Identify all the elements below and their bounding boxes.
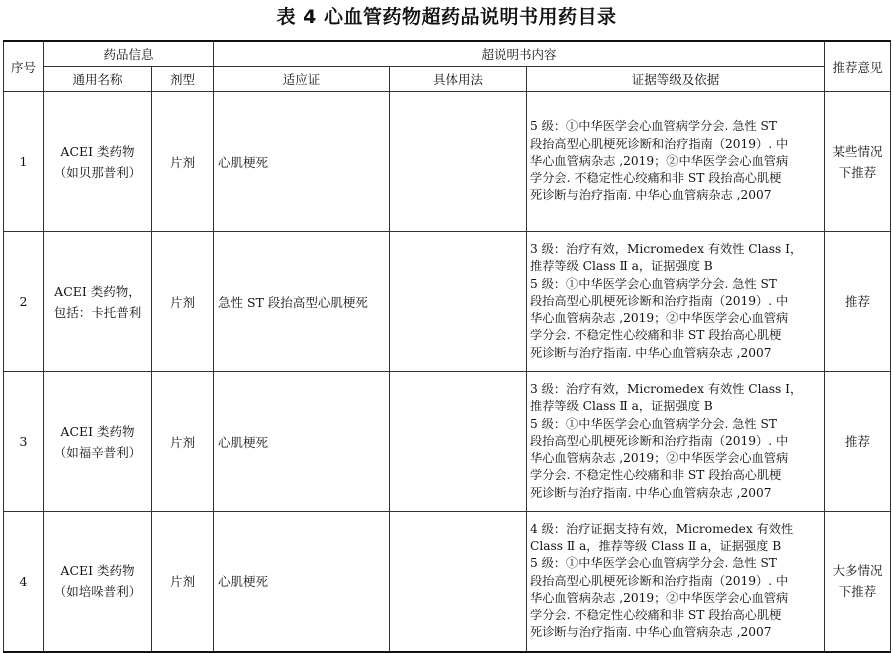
evidence-line: 3 级：治疗有效，Micromedex 有效性 Class Ⅰ， — [530, 381, 803, 396]
cell-seq: 2 — [4, 232, 44, 372]
recommendation-line: 某些情况 — [832, 143, 883, 159]
cell-dosage-form: 片剂 — [152, 372, 214, 512]
cell-generic-name — [44, 232, 152, 372]
generic-name-line: （如福辛普利） — [53, 444, 142, 460]
generic-name-line: 包括：卡托普利 — [53, 304, 142, 320]
cell-usage — [390, 232, 527, 372]
cell-usage — [390, 92, 527, 232]
recommendation-line: 推荐 — [845, 434, 871, 449]
evidence-line: 学分会. 不稳定性心绞痛和非 ST 段抬高心肌梗 — [530, 608, 782, 623]
header-off-label: 超说明书内容 — [214, 41, 825, 67]
recommendation-line: 大多情况 — [832, 563, 883, 579]
header-evidence: 证据等级及依据 — [527, 67, 825, 92]
evidence-line: 华心血管病杂志 ,2019；②中华医学会心血管病 — [530, 153, 789, 168]
recommendation-line: 下推荐 — [838, 584, 877, 600]
generic-name-line: ACEI 类药物 — [60, 143, 135, 159]
evidence-line: 5 级：①中华医学会心血管病学分会. 急性 ST — [530, 119, 777, 134]
cell-indication: 心肌梗死 — [214, 512, 390, 652]
cell-recommendation — [825, 372, 891, 512]
header-dosage-form: 剂型 — [152, 67, 214, 92]
evidence-line: 学分会. 不稳定性心绞痛和非 ST 段抬高心肌梗 — [530, 328, 782, 343]
cell-evidence — [527, 372, 825, 512]
evidence-line: 华心血管病杂志 ,2019；②中华医学会心血管病 — [530, 590, 789, 605]
cell-evidence — [527, 512, 825, 652]
evidence-line: 推荐等级 Class Ⅱ a，证据强度 B — [530, 399, 713, 414]
generic-name-line: ACEI 类药物 — [60, 563, 135, 579]
evidence-line: 5 级：①中华医学会心血管病学分会. 急性 ST — [530, 276, 777, 291]
cell-seq: 3 — [4, 372, 44, 512]
evidence-line: 4 级：治疗证据支持有效，Micromedex 有效性 — [530, 521, 794, 536]
cell-recommendation — [825, 92, 891, 232]
cell-evidence — [527, 92, 825, 232]
evidence-line: 死诊断与治疗指南. 中华心血管病杂志 ,2007 — [530, 625, 772, 640]
cell-seq: 1 — [4, 92, 44, 232]
cell-indication: 急性 ST 段抬高型心肌梗死 — [214, 232, 390, 372]
evidence-line: 学分会. 不稳定性心绞痛和非 ST 段抬高心肌梗 — [530, 468, 782, 483]
evidence-line: 段抬高型心肌梗死诊断和治疗指南（2019）. 中 — [530, 573, 789, 588]
header-recommendation: 推荐意见 — [825, 41, 891, 92]
evidence-line: 华心血管病杂志 ,2019；②中华医学会心血管病 — [530, 311, 789, 326]
cell-indication: 心肌梗死 — [214, 92, 390, 232]
evidence-line: 死诊断与治疗指南. 中华心血管病杂志 ,2007 — [530, 345, 772, 360]
evidence-line: 段抬高型心肌梗死诊断和治疗指南（2019）. 中 — [530, 136, 789, 151]
evidence-line: 死诊断与治疗指南. 中华心血管病杂志 ,2007 — [530, 188, 772, 203]
cell-usage — [390, 512, 527, 652]
evidence-line: 推荐等级 Class Ⅱ a，证据强度 B — [530, 259, 713, 274]
cell-recommendation — [825, 512, 891, 652]
header-indication: 适应证 — [214, 67, 390, 92]
evidence-line: 3 级：治疗有效，Micromedex 有效性 Class Ⅰ， — [530, 241, 803, 256]
header-usage: 具体用法 — [390, 67, 527, 92]
table-row — [4, 232, 891, 372]
generic-name-line: ACEI 类药物， — [54, 283, 141, 299]
cell-seq: 4 — [4, 512, 44, 652]
cell-dosage-form: 片剂 — [152, 92, 214, 232]
evidence-line: 段抬高型心肌梗死诊断和治疗指南（2019）. 中 — [530, 433, 789, 448]
table-row — [4, 512, 891, 652]
table-row — [4, 372, 891, 512]
table-row — [4, 92, 891, 232]
generic-name-line: ACEI 类药物 — [60, 423, 135, 439]
evidence-line: 华心血管病杂志 ,2019；②中华医学会心血管病 — [530, 451, 789, 466]
drug-table — [3, 40, 891, 653]
header-seq: 序号 — [4, 41, 44, 92]
evidence-line: Class Ⅱ a，推荐等级 Class Ⅱ a，证据强度 B — [530, 539, 782, 553]
evidence-line: 段抬高型心肌梗死诊断和治疗指南（2019）. 中 — [530, 293, 789, 308]
cell-recommendation — [825, 232, 891, 372]
generic-name-line: （如培哚普利） — [53, 584, 142, 600]
generic-name-line: （如贝那普利） — [53, 164, 142, 180]
table-title: 表 4 心血管药物超药品说明书用药目录 — [276, 6, 617, 28]
cell-generic-name — [44, 512, 152, 652]
cell-dosage-form: 片剂 — [152, 232, 214, 372]
evidence-line: 5 级：①中华医学会心血管病学分会. 急性 ST — [530, 416, 777, 431]
header-generic-name: 通用名称 — [44, 67, 152, 92]
cell-dosage-form: 片剂 — [152, 512, 214, 652]
evidence-line: 5 级：①中华医学会心血管病学分会. 急性 ST — [530, 556, 777, 571]
cell-generic-name — [44, 372, 152, 512]
cell-generic-name — [44, 92, 152, 232]
header-drug-info: 药品信息 — [44, 41, 214, 67]
recommendation-line: 推荐 — [845, 294, 871, 309]
evidence-line: 学分会. 不稳定性心绞痛和非 ST 段抬高心肌梗 — [530, 171, 782, 186]
evidence-line: 死诊断与治疗指南. 中华心血管病杂志 ,2007 — [530, 485, 772, 500]
recommendation-line: 下推荐 — [838, 164, 877, 180]
cell-indication: 心肌梗死 — [214, 372, 390, 512]
cell-evidence — [527, 232, 825, 372]
cell-usage — [390, 372, 527, 512]
